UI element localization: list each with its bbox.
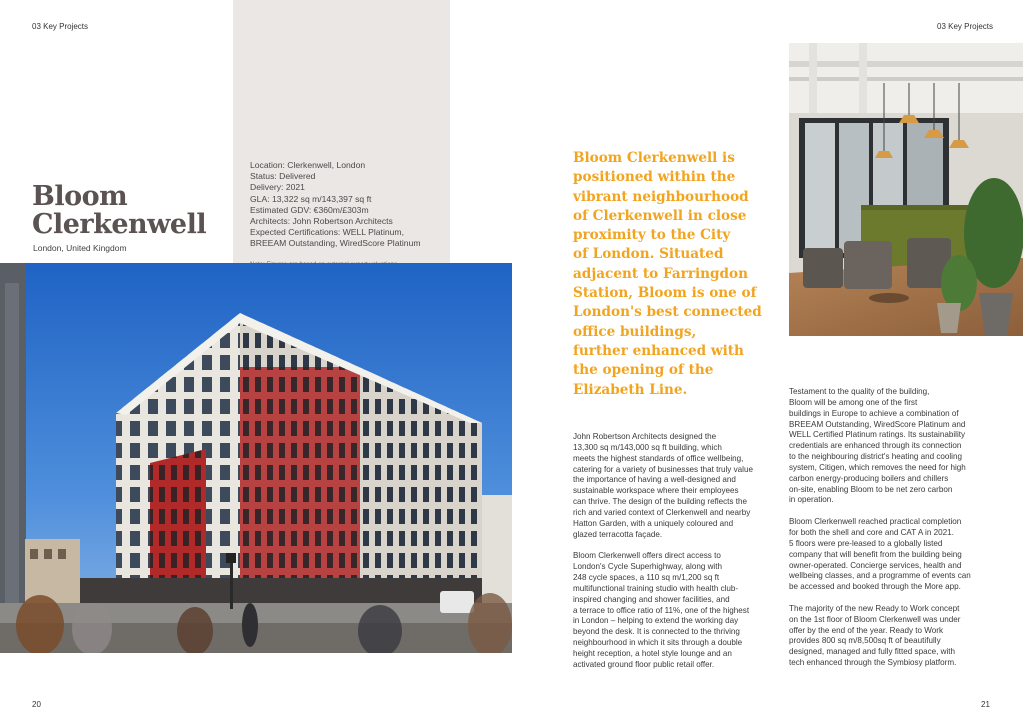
text-line: in London – helping to extend the working day <box>573 616 739 626</box>
text-line: company that will benefit from the building being <box>789 549 962 559</box>
text-line: multifunctional training studio with health club- <box>573 583 739 593</box>
interior-photo <box>789 43 1023 336</box>
text-line: The majority of the new Ready to Work concept <box>789 603 960 613</box>
pull-quote-line: of London. Situated <box>573 246 724 263</box>
text-line: 5 floors were pre-leased to a globally listed <box>789 538 943 548</box>
text-line: carbon energy-producing boilers and chillers <box>789 473 949 483</box>
text-line: to the neighbouring district's heating and cooling <box>789 452 962 462</box>
text-line: Bloom Clerkenwell reached practical completion <box>789 517 962 527</box>
text-line: sustainable workspace where their employees <box>573 486 739 496</box>
text-line: Testament to the quality of the building, <box>789 387 930 396</box>
pull-quote-line: London's best connected <box>573 304 762 321</box>
pull-quote-line: adjacent to Farringdon <box>573 265 748 282</box>
section-label-right: 03 Key Projects <box>937 22 994 31</box>
text-line: glazed terracotta façade. <box>573 529 663 539</box>
project-facts <box>250 160 421 250</box>
text-line: neighbourhood in which it sits through a double <box>573 638 743 648</box>
pull-quote-line: office buildings, <box>573 323 697 340</box>
pull-quote-line: of Clerkenwell in close <box>573 207 747 224</box>
text-line: inspired changing and shower facilities, and <box>573 594 730 604</box>
pull-quote-line: the opening of the <box>573 362 714 379</box>
text-line: rich and varied context of Clerkenwell and nearby <box>573 507 751 517</box>
section-label-left: 03 Key Projects <box>32 22 89 31</box>
text-line: a terrace to office ratio of 11%, one of the highest <box>573 605 750 615</box>
text-line: system, Citigen, which removes the need for high <box>789 462 966 472</box>
text-line: credentials are enhanced through its connection <box>789 441 962 451</box>
building-photo <box>0 263 512 653</box>
fact-gla: GLA: 13,322 sq m/143,397 sq ft <box>250 193 372 204</box>
right-column <box>789 387 971 680</box>
text-line: Bloom will be among one of the first <box>789 397 918 407</box>
text-line: beyond the desk. It is connected to the thriving <box>573 627 740 637</box>
fact-location: Location: Clerkenwell, London <box>250 160 366 170</box>
text-line: provides 800 sq m/8,500sq ft of beautifully <box>789 636 941 646</box>
text-line: can thrive. The design of the building reflects the <box>573 497 747 507</box>
info-box <box>233 0 450 303</box>
pull-quote-line: Station, Bloom is one of <box>573 285 757 302</box>
text-line: Bloom Clerkenwell offers direct access to <box>573 551 721 561</box>
text-line: offer by the end of the year. Ready to Work <box>789 625 944 635</box>
pull-quote <box>573 149 762 400</box>
fact-delivery: Delivery: 2021 <box>250 182 305 193</box>
text-line: height reception, a hotel style lounge and an <box>573 648 732 658</box>
text-line: wellbeing classes, and a programme of events can <box>789 571 971 581</box>
text-line: on the 1st floor of Bloom Clerkenwell was under <box>789 614 961 624</box>
title-line-1: Bloom <box>32 181 128 212</box>
text-line: meets the highest standards of office wellbeing, <box>573 453 744 463</box>
pull-quote-line: further enhanced with <box>573 342 744 359</box>
text-line: owner-operated. Concierge services, health and <box>789 560 962 570</box>
text-line: Hatton Garden, with a uniquely coloured and <box>573 518 734 528</box>
text-line: BREEAM Outstanding, WiredScore Platinum and <box>789 419 966 429</box>
page-number-right: 21 <box>981 700 990 709</box>
pull-quote-line: vibrant neighbourhood <box>573 188 749 205</box>
right-paragraph-3 <box>789 604 971 669</box>
right-paragraph-1 <box>789 387 971 506</box>
middle-column <box>573 432 753 681</box>
pull-quote-line: proximity to the City <box>573 227 731 244</box>
fact-certifications: Expected Certifications: WELL Platinum, <box>250 227 404 238</box>
page-number-left: 20 <box>32 700 41 709</box>
text-line: catering for a variety of businesses that truly value <box>573 464 753 474</box>
fact-architects: Architects: John Robertson Architects <box>250 216 393 227</box>
text-line: tech enhanced through the Symbiosy platform. <box>789 658 957 668</box>
middle-paragraph-1 <box>573 432 753 540</box>
text-line: the importance of having a well-designed and <box>573 475 736 485</box>
fact-certifications-cont: BREEAM Outstanding, WiredScore Platinum <box>250 238 421 249</box>
right-paragraph-2 <box>789 517 971 593</box>
title-line-2: Clerkenwell <box>32 209 207 240</box>
pull-quote-line: Bloom Clerkenwell is <box>573 150 735 166</box>
fact-status: Status: Delivered <box>250 171 316 182</box>
middle-paragraph-2 <box>573 551 753 670</box>
fact-gdv: Estimated GDV: €360m/£303m <box>250 204 369 215</box>
text-line: WELL Certified Platinum ratings. Its sustainability <box>789 430 966 440</box>
page-title <box>32 183 206 239</box>
text-line: be accessed and booked through the More app. <box>789 582 961 592</box>
pull-quote-line: Elizabeth Line. <box>573 381 688 398</box>
text-line: buildings in Europe to achieve a combination of <box>789 408 959 418</box>
location-subtitle: London, United Kingdom <box>33 243 127 253</box>
text-line: on-site, enabling Bloom to be net zero carbon <box>789 484 953 494</box>
text-line: in operation. <box>789 495 834 505</box>
pull-quote-line: positioned within the <box>573 169 736 186</box>
text-line: London's Cycle Superhighway, along with <box>573 562 722 572</box>
text-line: John Robertson Architects designed the <box>573 432 717 441</box>
text-line: 248 cycle spaces, a 110 sq m/1,200 sq ft <box>573 572 720 582</box>
text-line: activated ground floor public retail offer. <box>573 659 715 669</box>
text-line: designed, managed and fully fitted space, with <box>789 647 956 657</box>
text-line: for both the shell and core and CAT A in 2021. <box>789 527 954 537</box>
text-line: 13,300 sq m/143,000 sq ft building, which <box>573 442 722 452</box>
